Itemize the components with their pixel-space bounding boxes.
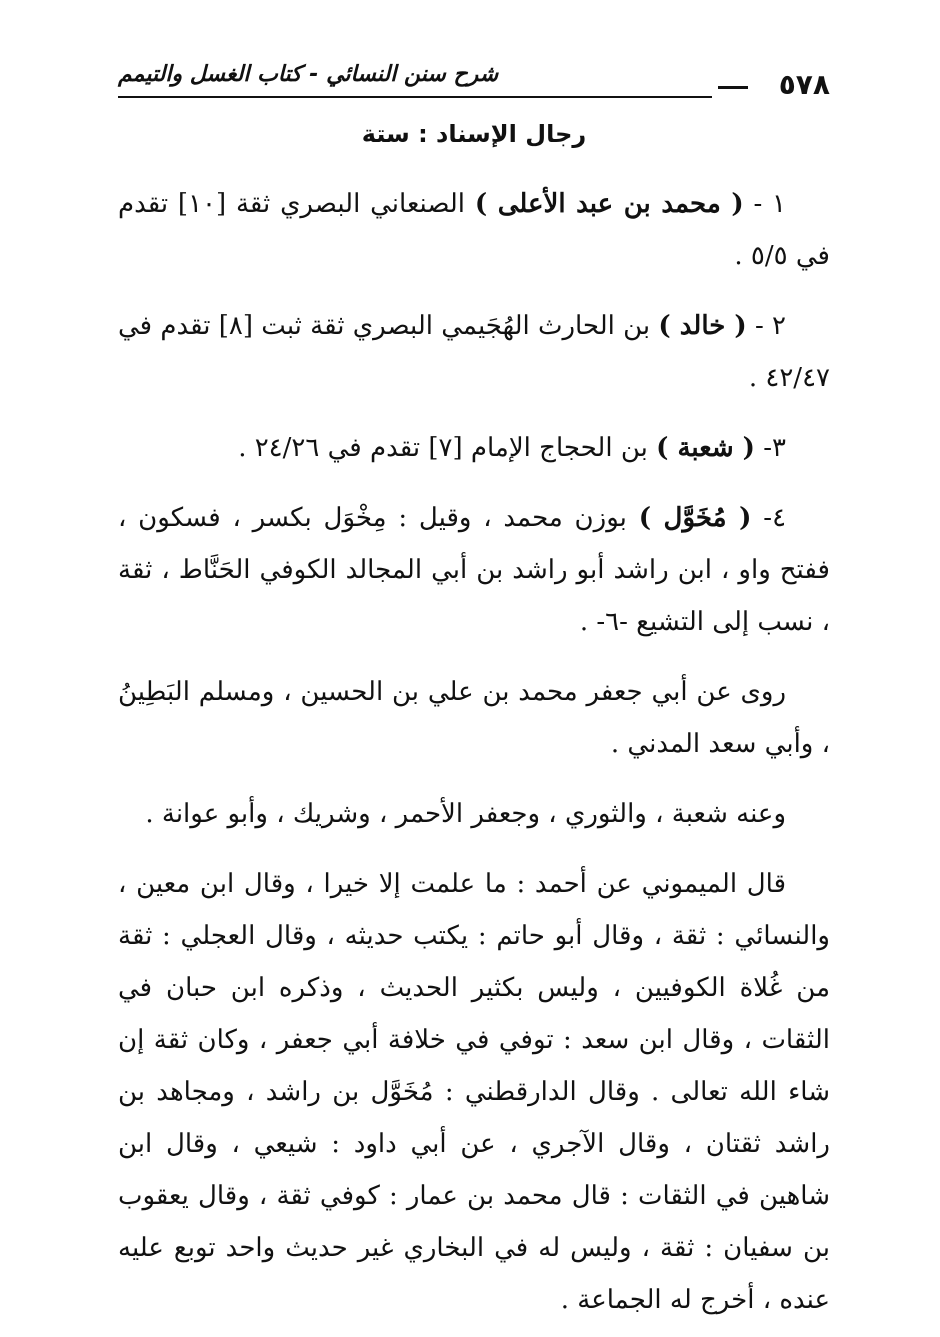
page-number-dash [718, 86, 748, 89]
paragraph-text: قال الميموني عن أحمد : ما علمت إلا خيرا ، وقال ابن معين ، والنسائي : ثقة ، وقال أبو حاتم : يكتب حديثه ، وقال العجلي : ثقة من غُلاة الكوفيين ، وليس بكثير الحديث ، وذكره ابن حبان في الثقات ، وقال ابن سعد : توفي في خلافة أبي جعفر ، وكان ثقة إن شاء الله تعالى . وقال الدارقطني : مُخَوَّل بن راشد ، ومجاهد بن راشد ثقتان ، وقال الآجري ، عن أبي داود : شيعي ، وقال ابن شاهين في الثقات : قال محمد بن عمار : كوفي ثقة ، وقال يعقوب بن سفيان : ثقة ، وليس له في البخاري غير حديث واحد توبع عليه عنده ، أخرج له الجماعة . [118, 869, 831, 1315]
narrator-name: ( محمد بن عبد الأعلى ) [474, 189, 744, 219]
teachers-paragraph [118, 666, 830, 770]
page-number: ٥٧٨ [778, 68, 830, 101]
entry-number: ٣- [763, 433, 786, 463]
header-rule [118, 96, 712, 98]
paragraph-text: وعنه شعبة ، والثوري ، وجعفر الأحمر ، وشريك ، وأبو عوانة . [145, 799, 786, 829]
entry-text: الصنعاني البصري ثقة [١٠] تقدم في ٥/٥ . [118, 189, 830, 271]
narrator-name: ( خالد ) [658, 311, 747, 341]
paragraph-text: روى عن أبي جعفر محمد بن علي بن الحسين ، ومسلم البَطِينُ ، وأبي سعد المدني . [118, 677, 830, 759]
entry-number: ٢ - [754, 311, 786, 341]
entry-text: بن الحجاج الإمام [٧] تقدم في ٢٤/٢٦ . [238, 433, 648, 463]
entry-text: بوزن محمد ، وقيل : مِخْوَل بكسر ، فسكون ، ففتح واو ، ابن راشد أبو راشد بن أبي المجالد الكوفي الحَنَّاط ، ثقة ، نسب إلى التشيع -٦- . [118, 503, 830, 637]
entry-number: ٤- [763, 503, 787, 533]
narrator-name: ( مُخَوَّل ) [638, 503, 752, 533]
entry-number: ١ - [753, 189, 787, 219]
section-title: رجال الإسناد : ستة [361, 120, 587, 148]
narrator-entry-3 [118, 422, 830, 474]
running-title: شرح سنن النسائي - كتاب الغسل والتيمم [118, 62, 499, 87]
grading-paragraph [118, 858, 830, 1326]
students-paragraph [118, 788, 830, 840]
page-header [118, 60, 830, 100]
narrator-name: ( شعبة ) [656, 433, 755, 463]
narrator-entry-4 [118, 492, 830, 648]
narrator-entry-2 [118, 300, 830, 404]
narrator-entry-1 [118, 178, 830, 282]
entry-text: بن الحارث الهُجَيمي البصري ثقة ثبت [٨] تقدم في ٤٢/٤٧ . [118, 311, 830, 393]
body-text [118, 178, 830, 1332]
